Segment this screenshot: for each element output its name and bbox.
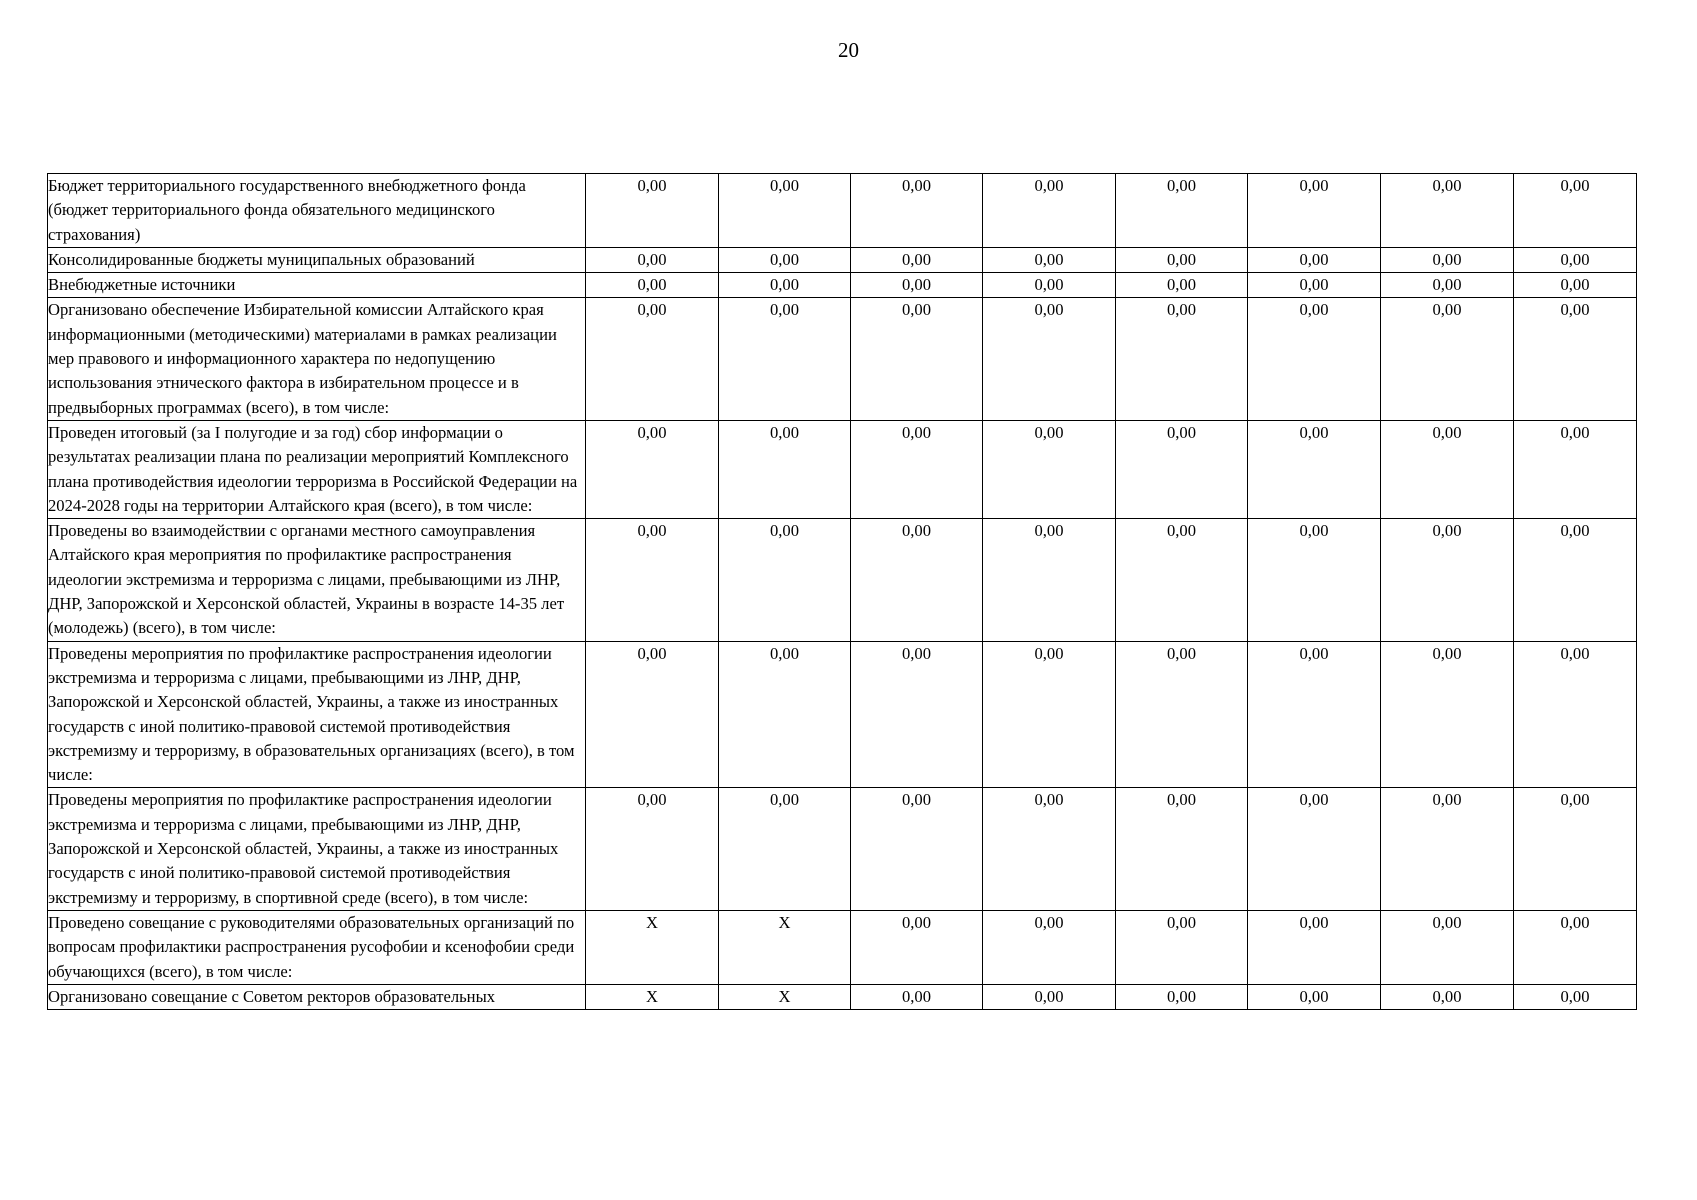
row-label: Проведено совещание с руководителями образовательных организаций по вопросам профилактики распространения русофобии и ксенофобии среди обучающихся (всего), в том числе:	[48, 910, 586, 984]
value-cell: 0,00	[1248, 984, 1381, 1009]
value-cell: Х	[586, 984, 719, 1009]
value-cell: Х	[586, 910, 719, 984]
value-cell: 0,00	[1116, 519, 1248, 641]
table-row	[48, 519, 1637, 641]
table-row	[48, 174, 1637, 248]
value-cell: 0,00	[851, 984, 983, 1009]
value-cell: 0,00	[586, 788, 719, 910]
table-row	[48, 984, 1637, 1009]
value-cell: 0,00	[1381, 910, 1514, 984]
value-cell: 0,00	[983, 788, 1116, 910]
value-cell: 0,00	[851, 298, 983, 420]
value-cell: 0,00	[1116, 788, 1248, 910]
value-cell: 0,00	[983, 519, 1116, 641]
value-cell: 0,00	[983, 910, 1116, 984]
value-cell: 0,00	[851, 247, 983, 272]
value-cell: 0,00	[1248, 641, 1381, 788]
row-label: Проведены во взаимодействии с органами местного самоуправления Алтайского края мероприятия по профилактике распространения идеологии экстремизма и терроризма с лицами, пребывающими из ЛНР, ДНР, Запорожской и Херсонской областей, Украины в возрасте 14-35 лет (молодежь) (всего), в том числе:	[48, 519, 586, 641]
value-cell: 0,00	[1381, 519, 1514, 641]
value-cell: 0,00	[851, 273, 983, 298]
row-label: Внебюджетные источники	[48, 273, 586, 298]
value-cell: 0,00	[1248, 273, 1381, 298]
value-cell: 0,00	[1116, 910, 1248, 984]
value-cell: 0,00	[1514, 273, 1637, 298]
value-cell: 0,00	[1514, 247, 1637, 272]
table-row	[48, 298, 1637, 420]
value-cell: 0,00	[586, 420, 719, 518]
row-label: Проведены мероприятия по профилактике распространения идеологии экстремизма и терроризма с лицами, пребывающими из ЛНР, ДНР, Запорожской и Херсонской областей, Украины, а также из иностранных государств с иной политико-правовой системой противодействия экстремизму и терроризму, в образовательных организациях (всего), в том числе:	[48, 641, 586, 788]
budget-table	[47, 173, 1637, 1010]
row-label: Проведен итоговый (за I полугодие и за год) сбор информации о результатах реализации плана по реализации мероприятий Комплексного плана противодействия идеологии терроризма в Российской Федерации на 2024-2028 годы на территории Алтайского края (всего), в том числе:	[48, 420, 586, 518]
value-cell: 0,00	[1381, 984, 1514, 1009]
value-cell: 0,00	[719, 298, 851, 420]
row-label: Организовано обеспечение Избирательной комиссии Алтайского края информационными (методическими) материалами в рамках реализации мер правового и информационного характера по недопущению использования этнического фактора в избирательном процессе и в предвыборных программах (всего), в том числе:	[48, 298, 586, 420]
value-cell: 0,00	[1248, 519, 1381, 641]
value-cell: 0,00	[719, 273, 851, 298]
value-cell: 0,00	[1116, 174, 1248, 248]
value-cell: 0,00	[1514, 298, 1637, 420]
value-cell: Х	[719, 984, 851, 1009]
value-cell: 0,00	[1514, 174, 1637, 248]
value-cell: 0,00	[1381, 273, 1514, 298]
value-cell: 0,00	[586, 641, 719, 788]
table-row	[48, 788, 1637, 910]
value-cell: 0,00	[719, 247, 851, 272]
value-cell: 0,00	[851, 420, 983, 518]
value-cell: 0,00	[1248, 420, 1381, 518]
table-row	[48, 273, 1637, 298]
value-cell: 0,00	[983, 420, 1116, 518]
value-cell: 0,00	[851, 788, 983, 910]
value-cell: 0,00	[1116, 298, 1248, 420]
value-cell: 0,00	[719, 519, 851, 641]
value-cell: 0,00	[1248, 247, 1381, 272]
row-label: Организовано совещание с Советом ректоров образовательных	[48, 984, 586, 1009]
value-cell: 0,00	[719, 788, 851, 910]
value-cell: 0,00	[983, 641, 1116, 788]
value-cell: 0,00	[1116, 247, 1248, 272]
value-cell: 0,00	[1381, 788, 1514, 910]
value-cell: 0,00	[1381, 420, 1514, 518]
row-label: Бюджет территориального государственного внебюджетного фонда (бюджет территориального фонда обязательного медицинского страхования)	[48, 174, 586, 248]
value-cell: 0,00	[1248, 174, 1381, 248]
value-cell: 0,00	[586, 174, 719, 248]
value-cell: 0,00	[719, 420, 851, 518]
value-cell: 0,00	[1116, 420, 1248, 518]
value-cell: 0,00	[983, 984, 1116, 1009]
value-cell: 0,00	[1381, 298, 1514, 420]
value-cell: 0,00	[1116, 984, 1248, 1009]
value-cell: 0,00	[851, 519, 983, 641]
row-label: Проведены мероприятия по профилактике распространения идеологии экстремизма и терроризма с лицами, пребывающими из ЛНР, ДНР, Запорожской и Херсонской областей, Украины, а также из иностранных государств с иной политико-правовой системой противодействия экстремизму и терроризму, в спортивной среде (всего), в том числе:	[48, 788, 586, 910]
value-cell: 0,00	[983, 273, 1116, 298]
value-cell: 0,00	[1381, 174, 1514, 248]
row-label: Консолидированные бюджеты муниципальных образований	[48, 247, 586, 272]
value-cell: Х	[719, 910, 851, 984]
value-cell: 0,00	[719, 641, 851, 788]
value-cell: 0,00	[983, 247, 1116, 272]
value-cell: 0,00	[1514, 984, 1637, 1009]
value-cell: 0,00	[983, 298, 1116, 420]
value-cell: 0,00	[1248, 910, 1381, 984]
value-cell: 0,00	[1514, 788, 1637, 910]
value-cell: 0,00	[1248, 788, 1381, 910]
value-cell: 0,00	[851, 910, 983, 984]
value-cell: 0,00	[1381, 641, 1514, 788]
value-cell: 0,00	[1116, 273, 1248, 298]
table-row	[48, 247, 1637, 272]
value-cell: 0,00	[1514, 910, 1637, 984]
table-row	[48, 910, 1637, 984]
value-cell: 0,00	[586, 298, 719, 420]
value-cell: 0,00	[1248, 298, 1381, 420]
value-cell: 0,00	[1514, 641, 1637, 788]
value-cell: 0,00	[851, 641, 983, 788]
value-cell: 0,00	[851, 174, 983, 248]
table-row	[48, 420, 1637, 518]
value-cell: 0,00	[586, 273, 719, 298]
page-number: 20	[838, 38, 859, 62]
value-cell: 0,00	[586, 519, 719, 641]
value-cell: 0,00	[1381, 247, 1514, 272]
value-cell: 0,00	[1514, 420, 1637, 518]
value-cell: 0,00	[586, 247, 719, 272]
value-cell: 0,00	[1514, 519, 1637, 641]
table-row	[48, 641, 1637, 788]
value-cell: 0,00	[983, 174, 1116, 248]
value-cell: 0,00	[719, 174, 851, 248]
value-cell: 0,00	[1116, 641, 1248, 788]
